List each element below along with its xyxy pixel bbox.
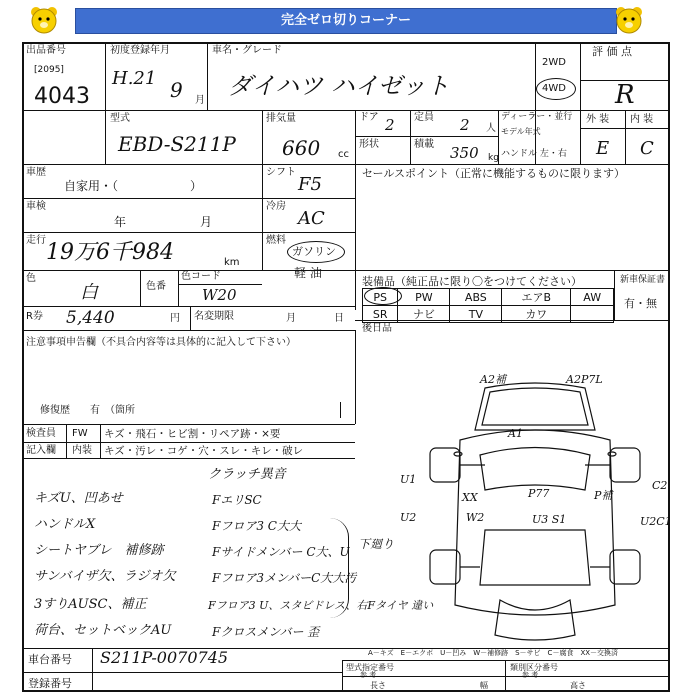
load-unit: kg [488,153,499,163]
color-number-label: 色番 [146,281,166,292]
equip-pw: PW [398,289,450,306]
mileage-value: 19万6千984 [46,240,174,265]
first-reg-year: H.21 [112,68,157,89]
new-warranty-value: 有・無 [624,297,657,310]
model-value: EBD-S211P [118,132,236,156]
dmg-xx: XX [462,491,478,504]
reference-label-1: 参 考 [360,671,377,679]
car-name-value: ダイハツ ハイゼット [228,72,450,100]
equip-ps: PS [363,289,398,306]
model-label: 型式 [110,113,130,124]
name-change-day: 日 [334,313,344,324]
notes-label: 注意事項申告欄（不具合内容等は具体的に記入して下さい） [26,337,296,348]
note-6: 荷台、セットベックAU [34,623,172,638]
fuel-gasoline-circle [287,241,345,263]
mascot-left-icon [27,4,61,36]
evaluation-label: 評 価 点 [592,45,632,58]
dmg-w2: W2 [466,511,485,524]
lot-subcode: [2095] [34,65,64,75]
name-change-label: 名変期限 [194,311,234,322]
dmg-p77: P77 [528,487,550,500]
dmg-a1: A1 [508,427,523,440]
diagram-legend: A－キズ E－エクボ U－凹み W－補修跡 S－サビ C－腐食 XX－交換済 [368,649,619,657]
inspection-month: 月 [200,215,213,229]
note-2: ハンドルX [34,517,96,532]
evaluation-score: R [615,80,635,110]
aircon-value: AC [298,208,325,229]
note-1: キズU、凹あせ [34,491,123,506]
equip-aw: AW [571,289,614,306]
displacement-unit: cc [338,149,349,160]
registration-label: 登録番号 [28,677,72,690]
color-value: 白 [80,282,98,303]
aircon-label: 冷房 [266,201,286,212]
dmg-u3: U3 S1 [532,513,567,526]
new-warranty-label: 新車保証書 [620,275,666,285]
equip-ps-circle [364,287,402,305]
page-title: 完全ゼロ切りコーナー [75,8,617,34]
body-shape-label: 形状 [359,139,379,150]
entry-label: 記入欄 [26,445,56,456]
dmg-a2-right: A2P7L [566,373,603,386]
first-reg-month-suffix: 月 [195,95,205,106]
car-damage-diagram [390,370,680,650]
reference-label-2: 参 考 [522,671,539,679]
exterior-value: E [596,138,610,159]
load-label: 積載 [414,139,434,150]
load-value: 350 [450,144,479,162]
inspector-fw: FW [72,428,88,439]
chassis-label: 車台番号 [28,653,72,666]
drive-4wd-circle [536,78,576,100]
inspection-label: 車検 [26,201,46,212]
dmg-a2-left: A2補 [480,373,506,386]
repair-label: 修復歴 有 （箇所 [40,405,135,416]
equip-abs: ABS [450,289,502,306]
color-code-label: 色コード [181,271,221,282]
recycle-value: 5,440 [66,308,115,328]
inspection-year: 年 [114,215,127,229]
car-name-label: 車名・グレード [212,45,282,56]
mascot-right-icon [612,4,646,36]
equip-navi: ナビ [398,306,450,323]
height-label: 高さ [570,681,586,690]
length-label: 長さ [370,681,386,690]
color-label: 色 [26,273,36,284]
capacity-label: 定員 [414,112,434,123]
model-designation-label: 型式指定番号 [346,663,394,672]
dmg-p-hose: P補 [594,489,613,502]
width-label: 幅 [480,681,488,690]
shift-label: シフト [266,167,296,178]
frame-note-1: FエリSC [212,493,262,507]
handle-label: ハンドル 左・右 [501,149,567,159]
doors-value: 2 [385,116,395,134]
capacity-value: 2 [460,116,470,134]
frame-bracket [330,518,349,618]
interior-value: C [640,138,654,159]
frame-note-5: Fフロア3 U、スタビドレス、右Fタイヤ 違い [208,599,434,612]
fuel-label: 燃料 [266,235,286,246]
mileage-label: 走行 [26,235,46,246]
equipment-label: 装備品（純正品に限り〇をつけてください） [362,275,582,288]
dealer-label: ディーラー・並行 [501,112,573,122]
recycle-label: R券 [26,311,43,322]
name-change-month: 月 [286,313,296,324]
lot-label: 出品番号 [26,45,66,56]
history-label: 車歴 [26,167,46,178]
note-5: 3すりAUSC、補正 [34,597,147,612]
first-reg-month: 9 [170,78,183,102]
frame-note-6: Fクロスメンバー 歪 [212,625,320,639]
equip-tv: TV [450,306,502,323]
displacement-label: 排気量 [266,113,296,124]
equip-airbag: エアB [502,289,571,306]
category-label: 類別区分番号 [510,663,558,672]
interior-label: 内 装 [630,114,654,125]
drive-2wd: 2WD [542,57,566,68]
drive-4wd: 4WD [542,83,566,94]
fuel-diesel: 軽 油 [294,266,322,280]
history-value: 自家用・（ ） [64,179,203,193]
frame-note-3: Fサイドメンバー C大、U [212,545,350,559]
inspector-label: 検査員 [26,428,56,439]
dmg-c2: C2 [652,479,668,492]
sales-point-label: セールスポイント（正常に機能するものに限ります） [362,167,626,180]
dmg-u2-left: U2 [400,511,417,524]
note-clutch: クラッチ異音 [208,467,286,482]
frame-note-4: Fフロア3メンバーC大大汚 [212,571,357,585]
first-reg-label: 初度登録年月 [110,45,170,56]
dmg-u1: U1 [400,473,417,486]
lot-number: 4043 [34,84,90,109]
frame-side-note: 下廻り [358,537,395,551]
dmg-u2-right: U2C1 [640,515,672,528]
note-4: サンバイザ欠、ラジオ欠 [34,569,176,584]
equip-leather: カワ [502,306,571,323]
capacity-unit: 人 [486,123,496,134]
displacement-value: 660 [282,136,321,160]
model-year-label: モデル年式 [501,127,541,136]
doors-label: ドア [359,112,379,123]
chassis-value: S211P-0070745 [100,648,229,667]
frame-note-2: Fフロア3 C大大 [212,519,301,533]
fuel-gasoline: ガソリン [292,245,336,258]
equip-sr: SR [363,306,398,323]
rear-seat-label: 後日品 [362,323,392,334]
note-3: シートヤブレ 補修跡 [34,543,164,558]
exterior-label: 外 装 [586,114,610,125]
inspector-row2: キズ・汚レ・コゲ・穴・スレ・キレ・破レ [104,445,304,457]
mileage-unit: km [224,257,240,268]
shift-value: F5 [298,174,322,195]
inspector-interior: 内装 [72,445,92,456]
color-code-value: W20 [202,286,237,304]
recycle-unit: 円 [170,313,180,324]
inspector-row1: キズ・飛石・ヒビ割・リペア跡・×要 [104,428,281,440]
